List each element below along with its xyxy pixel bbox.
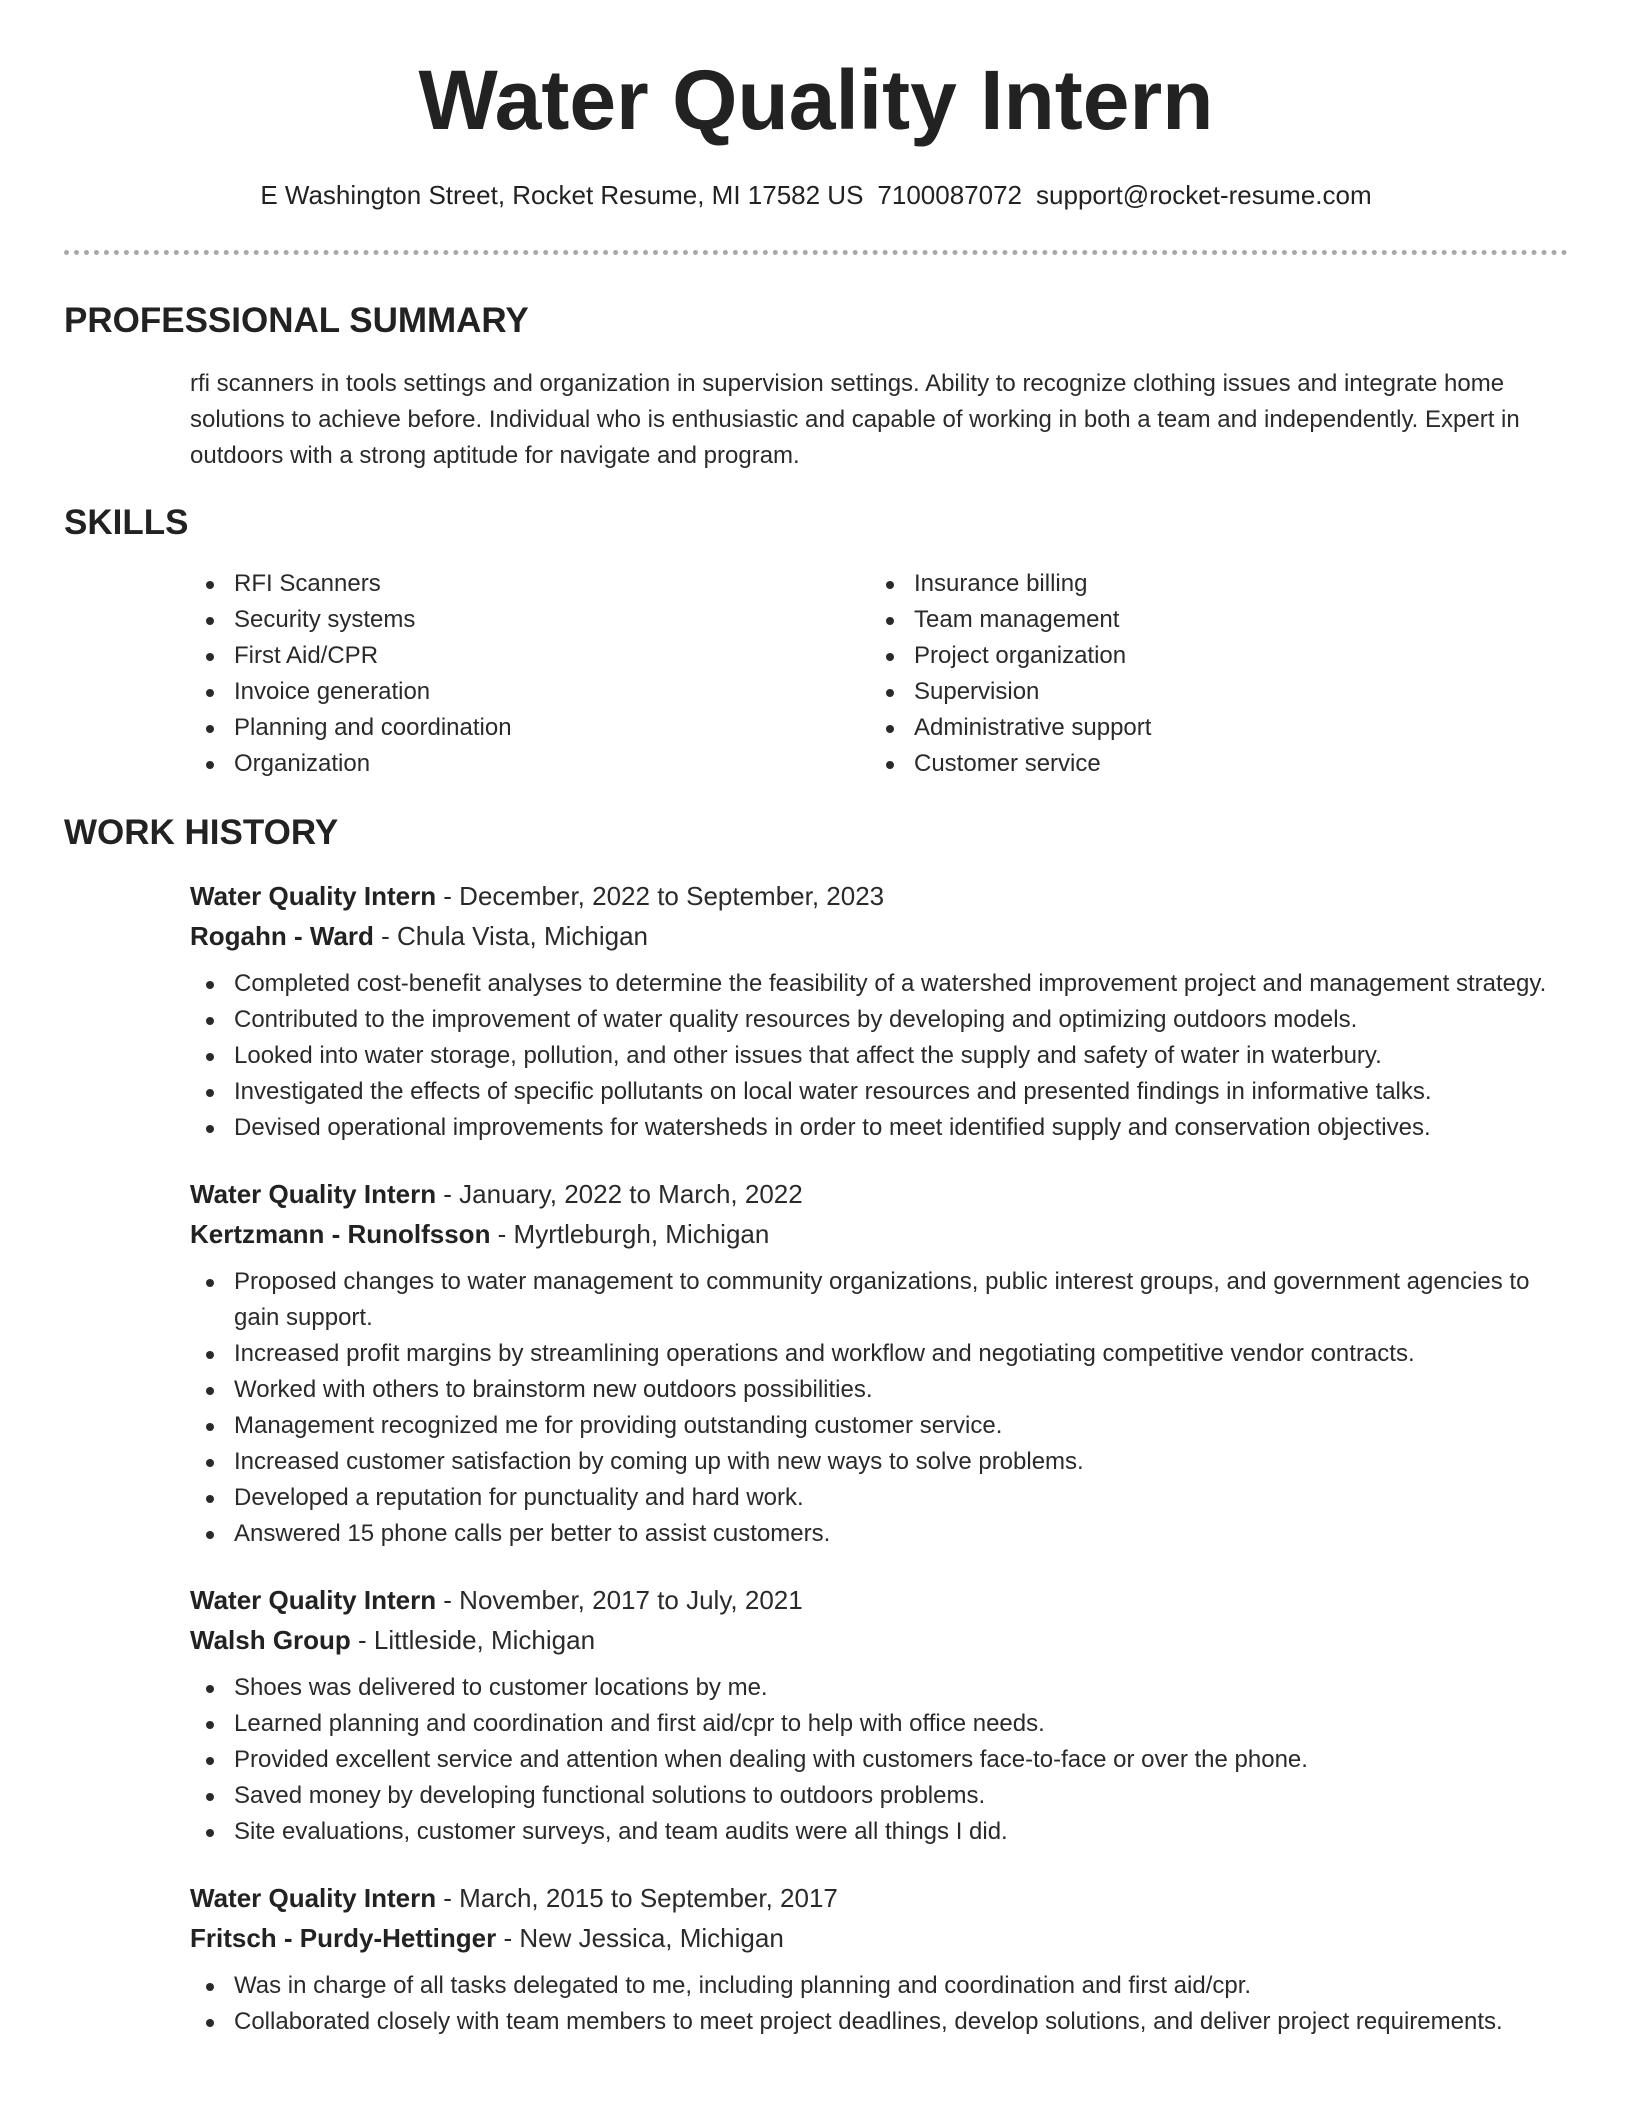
job-entry: [190, 876, 1570, 1146]
skills-list-right: [870, 566, 1530, 782]
job-title-line: [190, 876, 1570, 916]
job-company-line: [190, 916, 1570, 956]
skill-item: Invoice generation: [190, 674, 850, 710]
job-title: Water Quality Intern: [190, 1179, 437, 1209]
header-divider: [64, 250, 1568, 255]
job-dates: - January, 2022 to March, 2022: [436, 1179, 803, 1209]
job-bullet: Investigated the effects of specific pollutants on local water resources and presented findings in informative talks.: [190, 1074, 1570, 1110]
skills-list-left: [190, 566, 850, 782]
job-bullet: Developed a reputation for punctuality and hard work.: [190, 1480, 1570, 1516]
job-location: - Littleside, Michigan: [350, 1625, 596, 1655]
job-bullet: Contributed to the improvement of water quality resources by developing and optimizing outdoors models.: [190, 1002, 1570, 1038]
job-company: Fritsch - Purdy-Hettinger: [190, 1923, 497, 1953]
section-title-skills: SKILLS: [64, 503, 189, 542]
skill-item: Team management: [870, 602, 1530, 638]
job-location: - New Jessica, Michigan: [496, 1923, 784, 1953]
job-title: Water Quality Intern: [190, 1585, 437, 1615]
resume-name: Water Quality Intern: [418, 53, 1214, 147]
job-title: Water Quality Intern: [190, 1883, 437, 1913]
job-location: - Myrtleburgh, Michigan: [490, 1219, 770, 1249]
job-dates: - March, 2015 to September, 2017: [436, 1883, 838, 1913]
job-bullet: Proposed changes to water management to community organizations, public interest groups, and government agencies to gain support.: [190, 1264, 1570, 1336]
skill-item: Security systems: [190, 602, 850, 638]
job-bullet: Saved money by developing functional solutions to outdoors problems.: [190, 1778, 1570, 1814]
job-bullet: Answered 15 phone calls per better to assist customers.: [190, 1516, 1570, 1552]
summary-text: rfi scanners in tools settings and organization in supervision settings. Ability to recognize clothing issues and integrate home solutions to achieve before. Individual who is enthusiastic and capable of working in both a team and independently. Expert in outdoors with a strong aptitude for navigate and program.: [190, 370, 1520, 469]
skill-item: Customer service: [870, 746, 1530, 782]
job-bullet: Collaborated closely with team members to meet project deadlines, develop solutions, and deliver project requirements.: [190, 2004, 1570, 2040]
job-title-line: [190, 1174, 1570, 1214]
job-company-line: [190, 1620, 1570, 1660]
job-company-line: [190, 1214, 1570, 1254]
job-bullet: Increased customer satisfaction by coming up with new ways to solve problems.: [190, 1444, 1570, 1480]
job-bullet: Looked into water storage, pollution, and other issues that affect the supply and safety of water in waterbury.: [190, 1038, 1570, 1074]
job-company: Rogahn - Ward: [190, 921, 374, 951]
job-bullets: [190, 1264, 1570, 1552]
job-bullets: [190, 1968, 1570, 2040]
work-history-list: [190, 876, 1570, 2068]
job-bullet: Was in charge of all tasks delegated to me, including planning and coordination and first aid/cpr.: [190, 1968, 1570, 2004]
contact-email: support@rocket-resume.com: [1036, 180, 1372, 210]
section-title-summary: PROFESSIONAL SUMMARY: [64, 301, 529, 340]
job-bullet: Increased profit margins by streamlining operations and workflow and negotiating competitive vendor contracts.: [190, 1336, 1570, 1372]
skill-item: Organization: [190, 746, 850, 782]
skill-item: Supervision: [870, 674, 1530, 710]
job-entry: [190, 1878, 1570, 2040]
skill-item: Project organization: [870, 638, 1530, 674]
job-bullet: Worked with others to brainstorm new outdoors possibilities.: [190, 1372, 1570, 1408]
job-bullet: Provided excellent service and attention when dealing with customers face-to-face or over the phone.: [190, 1742, 1570, 1778]
job-entry: [190, 1580, 1570, 1850]
job-bullet: Site evaluations, customer surveys, and team audits were all things I did.: [190, 1814, 1570, 1850]
job-title-line: [190, 1580, 1570, 1620]
job-title: Water Quality Intern: [190, 881, 437, 911]
job-bullets: [190, 1670, 1570, 1850]
skill-item: RFI Scanners: [190, 566, 850, 602]
skill-item: Insurance billing: [870, 566, 1530, 602]
contact-phone: 7100087072: [877, 180, 1023, 210]
section-title-work-history: WORK HISTORY: [64, 813, 339, 852]
job-company-line: [190, 1918, 1570, 1958]
skill-item: Planning and coordination: [190, 710, 850, 746]
skill-item: First Aid/CPR: [190, 638, 850, 674]
job-bullet: Management recognized me for providing outstanding customer service.: [190, 1408, 1570, 1444]
job-dates: - December, 2022 to September, 2023: [436, 881, 885, 911]
job-location: - Chula Vista, Michigan: [373, 921, 648, 951]
job-entry: [190, 1174, 1570, 1552]
job-bullet: Devised operational improvements for watersheds in order to meet identified supply and conservation objectives.: [190, 1110, 1570, 1146]
contact-info: [0, 180, 1632, 211]
job-bullet: Learned planning and coordination and first aid/cpr to help with office needs.: [190, 1706, 1570, 1742]
job-company: Walsh Group: [190, 1625, 351, 1655]
job-company: Kertzmann - Runolfsson: [190, 1219, 491, 1249]
job-bullets: [190, 966, 1570, 1146]
contact-address: E Washington Street, Rocket Resume, MI 17582 US: [260, 180, 864, 210]
skill-item: Administrative support: [870, 710, 1530, 746]
job-dates: - November, 2017 to July, 2021: [436, 1585, 803, 1615]
job-bullet: Shoes was delivered to customer locations by me.: [190, 1670, 1570, 1706]
job-bullet: Completed cost-benefit analyses to determine the feasibility of a watershed improvement project and management strategy.: [190, 966, 1570, 1002]
job-title-line: [190, 1878, 1570, 1918]
